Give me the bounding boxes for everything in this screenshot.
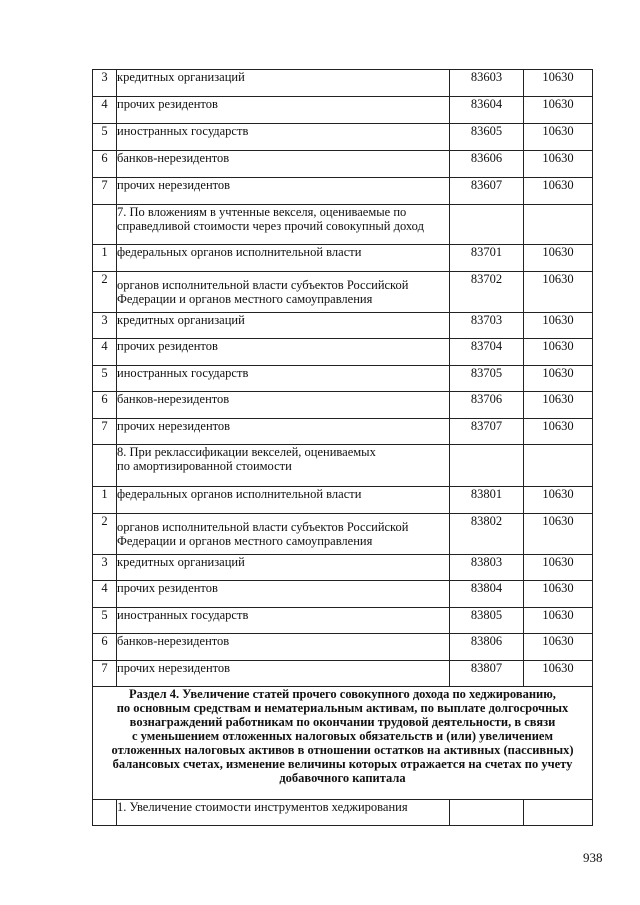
row-description-text: иностранных государств [117,607,249,622]
row-description-text: банков-нерезидентов [117,634,230,648]
table-row [93,607,593,634]
row-description-text: иностранных государств [117,124,249,138]
row-description [117,581,450,608]
row-description-line: органов исполнительной власти субъектов Российской [117,519,409,534]
row-description-text: банков-нерезидентов [117,151,230,165]
symbol-code: 83802 [450,513,524,554]
table-row [93,581,593,608]
account-number: 10630 [524,178,593,205]
row-description [117,178,450,205]
section-heading-line: по основным средствам и нематериальным активам, по выплате долгосрочных [116,701,569,715]
row-description-line: органов исполнительной власти субъектов Российской [117,277,409,292]
row-description-text: 1. Увеличение стоимости инструментов хеджирования [117,800,408,814]
row-description-text: прочих резидентов [117,97,218,111]
subsection-row [93,205,593,245]
symbol-code: 83705 [450,365,524,392]
symbol-code: 83805 [450,607,524,634]
row-description [117,392,450,419]
table-row [93,339,593,366]
account-number: 10630 [524,392,593,419]
section-heading-line: добавочного капитала [279,771,406,785]
symbol-code: 83806 [450,634,524,661]
row-number: 3 [93,312,117,339]
account-number: 10630 [524,554,593,581]
account-number: 10630 [524,312,593,339]
row-description-line: Федерации и органов местного самоуправления [117,291,373,306]
table-row [93,97,593,124]
section-heading-line: вознаграждений работникам по окончании трудовой деятельности, в связи [129,715,556,729]
row-description-text: прочих резидентов [117,581,218,595]
account-number: 10630 [524,418,593,445]
table-row [93,418,593,445]
row-description-text: прочих нерезидентов [117,178,231,192]
row-description [117,487,450,514]
table-row [93,554,593,581]
table-row [93,70,593,97]
row-number: 5 [93,124,117,151]
symbol-code: 83607 [450,178,524,205]
table-row [93,124,593,151]
row-number: 3 [93,70,117,97]
row-description-text: кредитных организаций [117,312,245,327]
section-heading [93,687,593,800]
row-number: 7 [93,178,117,205]
row-description [117,312,450,339]
empty-cell [93,800,117,826]
symbol-code: 83804 [450,581,524,608]
row-description-text: прочих нерезидентов [117,418,231,433]
account-number: 10630 [524,271,593,312]
account-number: 10630 [524,97,593,124]
account-number: 10630 [524,581,593,608]
row-description-text: кредитных организаций [117,70,245,84]
table-row [93,271,593,312]
row-description-text: иностранных государств [117,365,249,380]
row-number: 6 [93,151,117,178]
row-description [117,554,450,581]
account-number: 10630 [524,634,593,661]
row-description [117,271,450,312]
subsection-heading [117,445,450,487]
account-number: 10630 [524,124,593,151]
table-row [93,392,593,419]
row-description [117,124,450,151]
symbol-code: 83701 [450,245,524,272]
symbol-code: 83603 [450,70,524,97]
table-row [93,513,593,554]
row-description [117,800,450,826]
table-row [93,178,593,205]
account-number: 10630 [524,339,593,366]
row-description-text: прочих нерезидентов [117,660,231,675]
row-number: 1 [93,487,117,514]
row-description [117,70,450,97]
row-description [117,607,450,634]
row-description [117,634,450,661]
row-description-text: федеральных органов исполнительной власти [117,487,362,501]
row-description-text: банков-нерезидентов [117,392,230,406]
symbol-code: 83702 [450,271,524,312]
row-number: 7 [93,660,117,687]
table-row [93,660,593,687]
empty-cell [524,800,593,826]
subsection-heading-line: 7. По вложениям в учтенные векселя, оцениваемые по [117,205,407,219]
table-row [93,312,593,339]
section-heading-line: отложенных налоговых активов в отношении остатков на активных (пассивных) [111,743,574,757]
row-number: 3 [93,554,117,581]
account-number: 10630 [524,660,593,687]
row-number: 2 [93,271,117,312]
row-description-line: Федерации и органов местного самоуправления [117,533,373,548]
row-number: 4 [93,339,117,366]
row-number: 1 [93,245,117,272]
row-number: 4 [93,97,117,124]
table-row [93,365,593,392]
empty-cell [93,205,117,245]
row-number: 2 [93,513,117,554]
account-number: 10630 [524,365,593,392]
symbol-code: 83803 [450,554,524,581]
empty-cell [450,205,524,245]
table-row [93,151,593,178]
subsection-heading-line: справедливой стоимости через прочий совокупный доход [117,219,424,233]
row-description [117,365,450,392]
page-number: 938 [583,850,603,865]
row-number: 6 [93,634,117,661]
table-row [93,245,593,272]
row-number: 5 [93,365,117,392]
row-description [117,151,450,178]
subsection-heading-line: по амортизированной стоимости [117,459,292,473]
account-number: 10630 [524,245,593,272]
section-heading-line: с уменьшением отложенных налоговых обязательств и (или) увеличением [132,729,553,743]
account-number: 10630 [524,70,593,97]
row-number: 7 [93,418,117,445]
row-description [117,418,450,445]
row-description [117,97,450,124]
table-row [93,800,593,826]
account-number: 10630 [524,513,593,554]
section-row [93,687,593,800]
account-number: 10630 [524,151,593,178]
row-number: 6 [93,392,117,419]
subsection-row [93,445,593,487]
row-description [117,660,450,687]
row-description [117,513,450,554]
row-number: 5 [93,607,117,634]
row-number: 4 [93,581,117,608]
symbol-code: 83606 [450,151,524,178]
account-number: 10630 [524,487,593,514]
row-description [117,245,450,272]
section-heading-line: балансовых счетах, изменение величины которых отражается на счетах по учету [112,757,573,771]
empty-cell [524,445,593,487]
symbol-code: 83604 [450,97,524,124]
row-description-text: кредитных организаций [117,554,245,569]
subsection-heading [117,205,450,245]
symbol-code: 83801 [450,487,524,514]
accounts-table [92,69,593,826]
symbol-code: 83807 [450,660,524,687]
empty-cell [450,445,524,487]
subsection-heading-line: 8. При реклассификации векселей, оцениваемых [117,445,376,459]
table-row [93,487,593,514]
account-number: 10630 [524,607,593,634]
symbol-code: 83707 [450,418,524,445]
row-description-text: федеральных органов исполнительной власти [117,245,362,259]
symbol-code: 83605 [450,124,524,151]
table-row [93,634,593,661]
symbol-code: 83706 [450,392,524,419]
symbol-code: 83704 [450,339,524,366]
empty-cell [93,445,117,487]
empty-cell [524,205,593,245]
symbol-code: 83703 [450,312,524,339]
row-description [117,339,450,366]
section-heading-line: Раздел 4. Увеличение статей прочего совокупного дохода по хеджированию, [129,687,556,701]
row-description-text: прочих резидентов [117,339,218,353]
empty-cell [450,800,524,826]
